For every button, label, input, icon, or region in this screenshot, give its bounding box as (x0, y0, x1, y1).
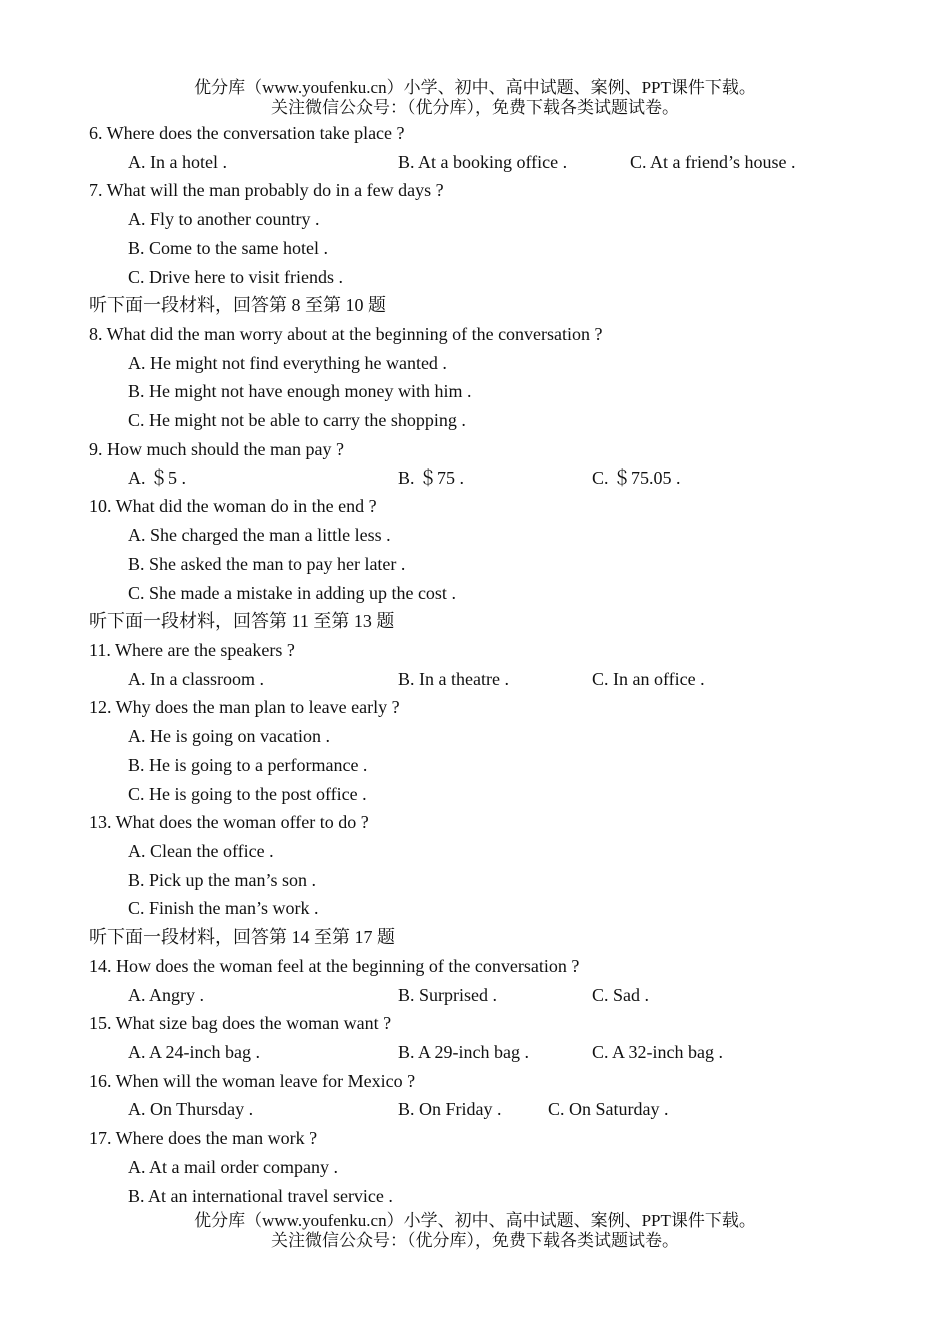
option-a: A. In a classroom . (128, 668, 264, 689)
option-row (0, 981, 950, 1010)
question: 10. What did the woman do in the end ? (89, 496, 377, 517)
question: 14. How does the woman feel at the beginning of the conversation ? (89, 955, 580, 976)
option-row (0, 464, 950, 493)
section-instruction: 听下面一段材料，回答第 8 至第 10 题 (89, 295, 386, 316)
option-c: C. On Saturday . (548, 1099, 669, 1120)
option: C. He is going to the post office . (128, 783, 367, 804)
option-b: B. On Friday . (398, 1099, 502, 1120)
option-row (0, 1095, 950, 1124)
option: B. He might not have enough money with him . (128, 381, 472, 402)
question: 12. Why does the man plan to leave early ? (89, 697, 400, 718)
option-a: A. ＄5 . (128, 467, 186, 488)
question: 8. What did the man worry about at the beginning of the conversation ? (89, 324, 603, 345)
option: A. Fly to another country . (128, 209, 320, 230)
question: 9. How much should the man pay ? (89, 438, 344, 459)
option: C. She made a mistake in adding up the cost . (128, 582, 456, 603)
option-row (0, 1038, 950, 1067)
option-c: C. A 32-inch bag . (592, 1042, 723, 1062)
option: C. Finish the man’s work . (128, 898, 319, 919)
option-c: C. ＄75.05 . (592, 467, 681, 488)
option-b: B. At a booking office . (398, 151, 568, 172)
option-a: A. In a hotel . (128, 151, 227, 172)
option: C. He might not be able to carry the shopping . (128, 410, 466, 431)
option: B. She asked the man to pay her later . (128, 553, 406, 574)
option-c: C. Sad . (592, 984, 650, 1005)
option-a: A. On Thursday . (128, 1099, 254, 1120)
question: 11. Where are the speakers ? (89, 639, 295, 660)
option: B. Pick up the man’s son . (128, 869, 316, 890)
footer-line-1: 优分库（www.youfenku.cn）小学、初中、高中试题、案例、PPT课件下载。 (194, 1211, 756, 1230)
option-b: B. A 29-inch bag . (398, 1042, 529, 1062)
option: A. At a mail order company . (128, 1156, 338, 1177)
option-a: A. Angry . (128, 984, 204, 1005)
option: A. He is going on vacation . (128, 726, 330, 747)
option-c: C. In an office . (592, 668, 705, 689)
question: 7. What will the man probably do in a few days ? (89, 180, 444, 201)
option-b: B. ＄75 . (398, 467, 465, 488)
question: 17. Where does the man work ? (89, 1128, 318, 1149)
option: A. Clean the office . (128, 840, 274, 861)
option: A. She charged the man a little less . (128, 525, 391, 546)
option-b: B. Surprised . (398, 984, 497, 1005)
option: A. He might not find everything he wanted . (128, 352, 447, 373)
option-c: C. At a friend’s house . (630, 151, 796, 172)
question: 15. What size bag does the woman want ? (89, 1013, 392, 1034)
option: C. Drive here to visit friends . (128, 266, 343, 287)
section-instruction: 听下面一段材料，回答第 14 至第 17 题 (89, 927, 395, 948)
option-a: A. A 24-inch bag . (128, 1042, 260, 1062)
header-line-2: 关注微信公众号：（优分库），免费下载各类试题试卷。 (271, 98, 679, 117)
footer-line-2: 关注微信公众号：（优分库），免费下载各类试题试卷。 (271, 1231, 679, 1250)
option-row (0, 665, 950, 694)
question-list (0, 119, 950, 1210)
option-row (0, 148, 950, 177)
option-b: B. In a theatre . (398, 668, 509, 689)
option: B. Come to the same hotel . (128, 237, 328, 258)
question: 16. When will the woman leave for Mexico ? (89, 1070, 416, 1091)
question: 6. Where does the conversation take place ? (89, 123, 405, 143)
section-instruction: 听下面一段材料，回答第 11 至第 13 题 (89, 611, 395, 632)
header-line-1: 优分库（www.youfenku.cn）小学、初中、高中试题、案例、PPT课件下载。 (194, 78, 756, 97)
question: 13. What does the woman offer to do ? (89, 812, 369, 833)
option: B. He is going to a performance . (128, 754, 368, 775)
option: B. At an international travel service . (128, 1185, 393, 1206)
